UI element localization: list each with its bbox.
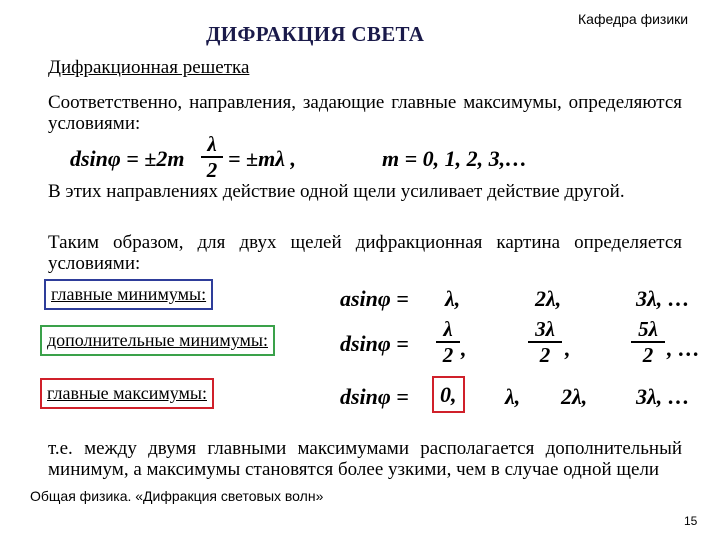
order-values: m = 0, 1, 2, 3,… (382, 146, 528, 171)
extra-minima-separator-1: , (461, 336, 467, 361)
main-formula-rhs: = ±mλ , (228, 146, 296, 171)
main-minima-label: главные минимумы: (44, 279, 213, 310)
main-maxima-zero-highlight: 0, (432, 376, 465, 413)
section-subtitle: Дифракционная решетка (48, 57, 250, 78)
main-maxima-value-2: 2λ, (561, 384, 588, 409)
main-formula-fraction (201, 133, 223, 181)
fraction-numerator: λ (443, 317, 453, 341)
fraction-denominator: 2 (442, 343, 454, 367)
main-minima-value-2: 2λ, (535, 286, 562, 311)
extra-minima-lhs: dsinφ = (340, 331, 409, 356)
page-number: 15 (684, 514, 698, 528)
extra-minima-fraction-1 (436, 318, 460, 366)
main-formula-lhs: dsinφ = ±2m (70, 146, 185, 171)
two-slits-paragraph: Таким образом, для двух щелей дифракционная картина определяется условиями: (48, 232, 682, 274)
main-minima-value-3: 3λ, … (636, 286, 690, 311)
main-maxima-value-1: λ, (505, 384, 521, 409)
main-maxima-label: главные максимумы: (40, 378, 214, 409)
course-footer: Общая физика. «Дифракция световых волн» (30, 488, 324, 504)
fraction-numerator: 3λ (535, 317, 555, 341)
main-maxima-lhs: dsinφ = (340, 384, 409, 409)
fraction-numerator: 5λ (638, 317, 658, 341)
department-label: Кафедра физики (578, 11, 689, 27)
conclusion-paragraph: т.е. между двумя главными максимумами располагается дополнительный минимум, а максимумы становятся более узкими, чем в случае одной щели (48, 438, 682, 480)
slide-title: ДИФРАКЦИЯ СВЕТА (206, 22, 425, 46)
main-minima-lhs: asinφ = (340, 286, 409, 311)
extra-minima-separator-2: , (565, 336, 571, 361)
extra-minima-fraction-3 (631, 318, 665, 366)
fraction-denominator: 2 (206, 158, 218, 182)
fraction-numerator: λ (207, 132, 217, 156)
amplify-paragraph: В этих направлениях действие одной щели усиливает действие другой. (48, 181, 625, 202)
fraction-denominator: 2 (642, 343, 654, 367)
extra-minima-separator-3: , … (667, 336, 700, 361)
main-maxima-value-3: 3λ, … (636, 384, 690, 409)
intro-paragraph: Соответственно, направления, задающие главные максимумы, определяются условиями: (48, 92, 682, 134)
extra-minima-fraction-2 (528, 318, 562, 366)
main-minima-value-1: λ, (445, 286, 461, 311)
fraction-denominator: 2 (539, 343, 551, 367)
extra-minima-label: дополнительные минимумы: (40, 325, 275, 356)
